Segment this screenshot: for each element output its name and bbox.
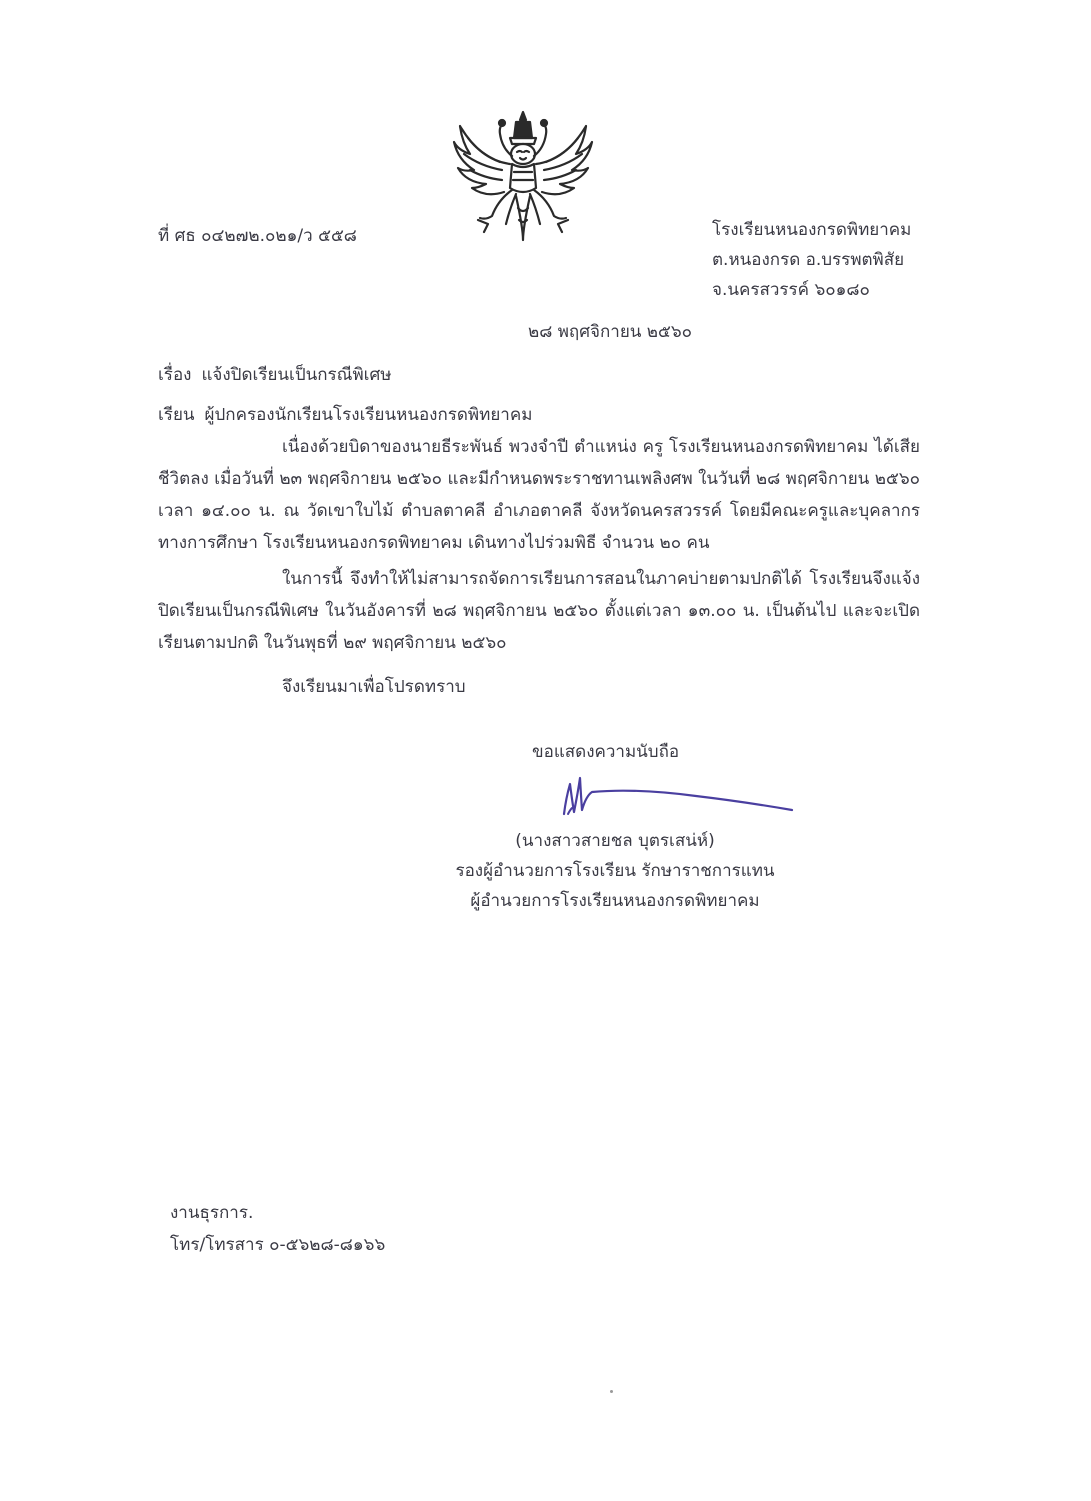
signatory-position: รองผู้อำนวยการโรงเรียน รักษาราชการแทน [455, 861, 775, 881]
subject-line [158, 361, 391, 388]
school-address [712, 215, 911, 305]
body-paragraph-2: ในการนี้ จึงทำให้ไม่สามารถจัดการเรียนการสอนในภาคบ่ายตามปกติได้ โรงเรียนจึงแจ้งปิดเรียนเป็นกรณีพิเศษ ในวันอังคารที่ ๒๘ พฤศจิกายน ๒๕๖๐ ตั้งแต่เวลา ๑๓.๐๐ น. เป็นต้นไป และจะเปิดเรียนตามปกติ ในวันพุธที่ ๒๙ พฤศจิกายน ๒๕๖๐ [158, 569, 920, 653]
garuda-emblem-icon [450, 108, 596, 244]
scan-speck [610, 1390, 613, 1393]
school-name: โรงเรียนหนองกรดพิทยาคม [712, 220, 912, 240]
handwritten-signature [556, 770, 796, 822]
footer-department: งานธุรการ. [170, 1203, 254, 1223]
subject-text: แจ้งปิดเรียนเป็นกรณีพิเศษ [201, 365, 392, 385]
subject-label: เรื่อง [158, 365, 192, 385]
letter-date: ๒๘ พฤศจิกายน ๒๕๖๐ [528, 322, 693, 342]
recipient-label: เรียน [158, 405, 195, 425]
regards-text: ขอแสดงความนับถือ [532, 742, 680, 762]
school-province: จ.นครสวรรค์ ๖๐๑๘๐ [712, 280, 870, 300]
school-district: ต.หนองกรด อ.บรรพตพิสัย [712, 250, 905, 270]
footer-contact [170, 1197, 385, 1261]
footer-phone: โทร/โทรสาร ๐-๕๖๒๘-๘๑๖๖ [170, 1235, 386, 1255]
closing-line: จึงเรียนมาเพื่อโปรดทราบ [282, 677, 466, 697]
reference-number: ที่ ศธ ๐๔๒๗๒.๐๒๑/ว ๕๕๘ [158, 226, 357, 246]
body-paragraph-1: เนื่องด้วยบิดาของนายธีระพันธ์ พวงจำปี ตำแหน่ง ครู โรงเรียนหนองกรดพิทยาคม ได้เสียชีวิตลง เมื่อวันที่ ๒๓ พฤศจิกายน ๒๕๖๐ และมีกำหนดพระราชทานเพลิงศพ ในวันที่ ๒๘ พฤศจิกายน ๒๕๖๐ เวลา ๑๔.๐๐ น. ณ วัดเขาใบไม้ ตำบลตาคลี อำเภอตาคลี จังหวัดนครสวรรค์ โดยมีคณะครูและบุคลากรทางการศึกษา โรงเรียนหนองกรดพิทยาคม เดินทางไปร่วมพิธี จำนวน ๒๐ คน [158, 437, 921, 553]
signatory-name: (นางสาวสายชล บุตรเสน่ห์) [515, 831, 715, 851]
recipient-text: ผู้ปกครองนักเรียนโรงเรียนหนองกรดพิทยาคม [204, 405, 533, 425]
signatory-position-2: ผู้อำนวยการโรงเรียนหนองกรดพิทยาคม [470, 891, 760, 911]
recipient-line [158, 401, 532, 428]
signatory-block [430, 826, 800, 916]
